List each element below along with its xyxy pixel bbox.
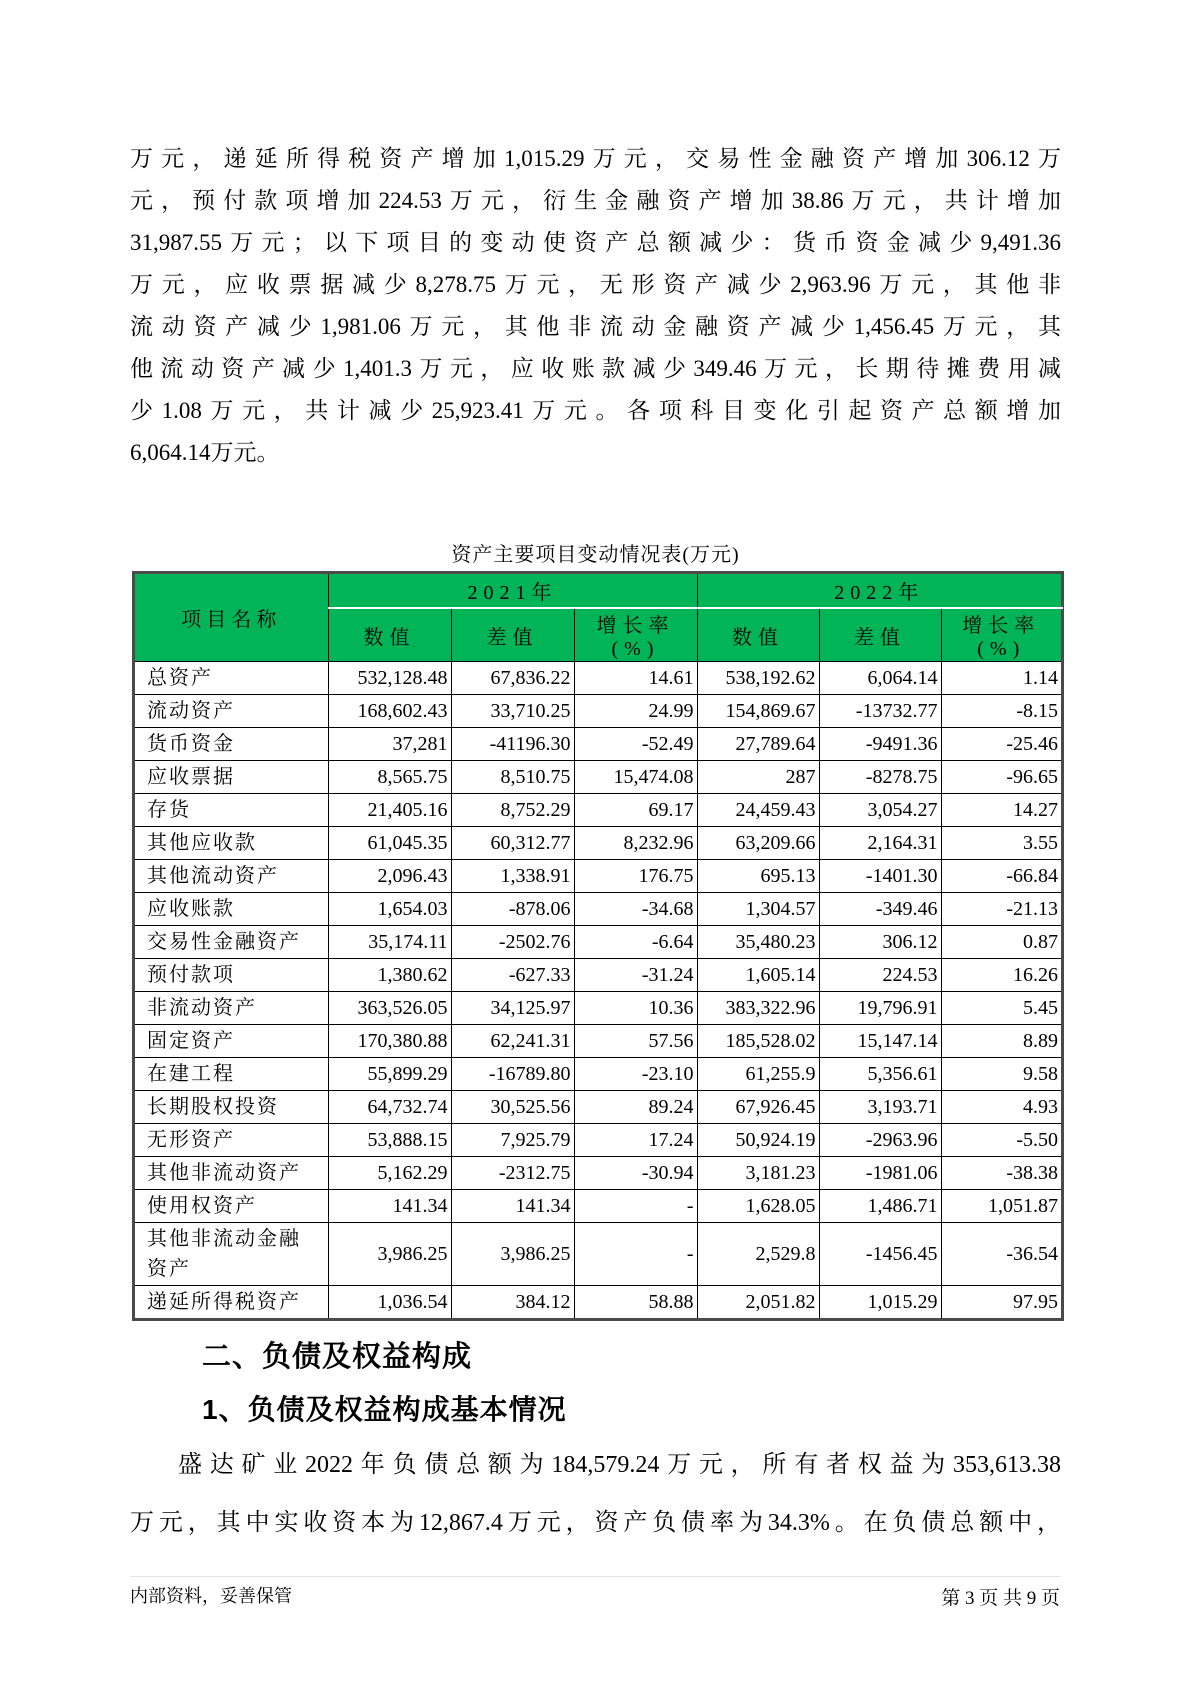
cell-value: 3,986.25 [328, 1223, 451, 1286]
cell-value: 50,924.19 [697, 1124, 819, 1157]
cell-value: 384.12 [451, 1286, 574, 1320]
table-row [134, 761, 1062, 794]
column-header-item-name: 项目名称 [134, 573, 328, 662]
cell-value: 4.93 [941, 1091, 1062, 1124]
cell-value: 24,459.43 [697, 794, 819, 827]
cell-value: 363,526.05 [328, 992, 451, 1025]
table-row [134, 695, 1062, 728]
table-row [134, 893, 1062, 926]
cell-value: - [574, 1190, 697, 1223]
cell-value: -16789.80 [451, 1058, 574, 1091]
cell-value: 3.55 [941, 827, 1062, 860]
cell-value: 176.75 [574, 860, 697, 893]
text-line: 万元，应收票据减少8,278.75万元，无形资产减少2,963.96万元，其他非 [130, 272, 1061, 297]
text-line: 6,064.14万元。 [130, 440, 280, 465]
row-label: 固定资产 [134, 1025, 328, 1058]
sub-heading: 1、负债及权益构成基本情况 [202, 1394, 567, 1425]
cell-value: -2312.75 [451, 1157, 574, 1190]
table-row [134, 1091, 1062, 1124]
cell-value: -1981.06 [819, 1157, 941, 1190]
column-header-growth-2021: 增长率(%) [574, 608, 697, 662]
table-title: 资产主要项目变动情况表(万元) [451, 544, 740, 566]
cell-value: 58.88 [574, 1286, 697, 1320]
cell-value: 1,015.29 [819, 1286, 941, 1320]
cell-value: 61,045.35 [328, 827, 451, 860]
cell-value: 141.34 [451, 1190, 574, 1223]
cell-value: -66.84 [941, 860, 1062, 893]
row-label: 应收账款 [134, 893, 328, 926]
cell-value: 1,628.05 [697, 1190, 819, 1223]
section-heading: 二、负债及权益构成 [202, 1341, 473, 1373]
cell-value: 1,486.71 [819, 1190, 941, 1223]
cell-value: 7,925.79 [451, 1124, 574, 1157]
cell-value: 1,380.62 [328, 959, 451, 992]
column-header-value-2021: 数值 [328, 608, 451, 662]
cell-value: -30.94 [574, 1157, 697, 1190]
cell-value: 16.26 [941, 959, 1062, 992]
footer-page-number: 第 3 页 共 9 页 [941, 1588, 1060, 1609]
cell-value: 30,525.56 [451, 1091, 574, 1124]
cell-value: -1401.30 [819, 860, 941, 893]
column-group-2022: 2022年 [697, 573, 1062, 608]
cell-value: 1,304.57 [697, 893, 819, 926]
cell-value: -2963.96 [819, 1124, 941, 1157]
cell-value: 34,125.97 [451, 992, 574, 1025]
cell-value: -31.24 [574, 959, 697, 992]
text-line: 31,987.55万元；以下项目的变动使资产总额减少：货币资金减少9,491.36 [130, 230, 1061, 255]
cell-value: 67,836.22 [451, 662, 574, 695]
cell-value: -8278.75 [819, 761, 941, 794]
cell-value: -5.50 [941, 1124, 1062, 1157]
cell-value: 6,064.14 [819, 662, 941, 695]
cell-value: -25.46 [941, 728, 1062, 761]
cell-value: 168,602.43 [328, 695, 451, 728]
asset-change-paragraph [130, 138, 1061, 474]
cell-value: 97.95 [941, 1286, 1062, 1320]
row-label: 其他应收款 [134, 827, 328, 860]
row-label: 其他流动资产 [134, 860, 328, 893]
cell-value: -36.54 [941, 1223, 1062, 1286]
cell-value: 1,605.14 [697, 959, 819, 992]
text-line: 流动资产减少1,981.06万元，其他非流动金融资产减少1,456.45万元，其 [130, 314, 1062, 339]
table-row [134, 1124, 1062, 1157]
row-label: 长期股权投资 [134, 1091, 328, 1124]
cell-value: 63,209.66 [697, 827, 819, 860]
column-header-value-2022: 数值 [697, 608, 819, 662]
cell-value: 60,312.77 [451, 827, 574, 860]
table-row [134, 1223, 1062, 1286]
cell-value: 8,565.75 [328, 761, 451, 794]
table-row [134, 794, 1062, 827]
cell-value: 1,036.54 [328, 1286, 451, 1320]
cell-value: 9.58 [941, 1058, 1062, 1091]
text-line: 少1.08万元，共计减少25,923.41万元。各项科目变化引起资产总额增加 [130, 398, 1061, 423]
cell-value: -627.33 [451, 959, 574, 992]
cell-value: -21.13 [941, 893, 1062, 926]
cell-value: 57.56 [574, 1025, 697, 1058]
cell-value: 89.24 [574, 1091, 697, 1124]
cell-value: 15,474.08 [574, 761, 697, 794]
column-group-2021: 2021年 [328, 573, 697, 608]
cell-value: 15,147.14 [819, 1025, 941, 1058]
cell-value: -878.06 [451, 893, 574, 926]
text-line: 元，预付款项增加224.53万元，衍生金融资产增加38.86万元，共计增加 [130, 188, 1061, 213]
cell-value: 10.36 [574, 992, 697, 1025]
cell-value: 5,356.61 [819, 1058, 941, 1091]
cell-value: 1,338.91 [451, 860, 574, 893]
table-row [134, 1286, 1062, 1320]
cell-value: -6.64 [574, 926, 697, 959]
cell-value: 141.34 [328, 1190, 451, 1223]
cell-value: 37,281 [328, 728, 451, 761]
row-label: 总资产 [134, 662, 328, 695]
cell-value: -52.49 [574, 728, 697, 761]
cell-value: -1456.45 [819, 1223, 941, 1286]
cell-value: 35,480.23 [697, 926, 819, 959]
cell-value: 0.87 [941, 926, 1062, 959]
cell-value: 5,162.29 [328, 1157, 451, 1190]
cell-value: 67,926.45 [697, 1091, 819, 1124]
cell-value: 1,051.87 [941, 1190, 1062, 1223]
table-row [134, 1058, 1062, 1091]
cell-value: 287 [697, 761, 819, 794]
cell-value: 8,232.96 [574, 827, 697, 860]
cell-value: 306.12 [819, 926, 941, 959]
row-label: 应收票据 [134, 761, 328, 794]
cell-value: -9491.36 [819, 728, 941, 761]
column-header-diff-2022: 差值 [819, 608, 941, 662]
row-label: 其他非流动资产 [134, 1157, 328, 1190]
cell-value: 61,255.9 [697, 1058, 819, 1091]
text-line: 他流动资产减少1,401.3万元，应收账款减少349.46万元，长期待摊费用减 [130, 356, 1061, 381]
cell-value: 55,899.29 [328, 1058, 451, 1091]
cell-value: 1.14 [941, 662, 1062, 695]
cell-value: 19,796.91 [819, 992, 941, 1025]
cell-value: 3,054.27 [819, 794, 941, 827]
row-label: 其他非流动金融资产 [134, 1223, 328, 1286]
table-row [134, 992, 1062, 1025]
cell-value: -41196.30 [451, 728, 574, 761]
cell-value: 532,128.48 [328, 662, 451, 695]
cell-value: 53,888.15 [328, 1124, 451, 1157]
table-row [134, 959, 1062, 992]
row-label: 交易性金融资产 [134, 926, 328, 959]
cell-value: -23.10 [574, 1058, 697, 1091]
column-header-growth-2022: 增长率(%) [941, 608, 1062, 662]
table-header [134, 573, 1062, 662]
cell-value: 69.17 [574, 794, 697, 827]
cell-value: 3,181.23 [697, 1157, 819, 1190]
cell-value: 27,789.64 [697, 728, 819, 761]
cell-value: 2,051.82 [697, 1286, 819, 1320]
cell-value: 24.99 [574, 695, 697, 728]
cell-value: 154,869.67 [697, 695, 819, 728]
cell-value: 8.89 [941, 1025, 1062, 1058]
cell-value: 383,322.96 [697, 992, 819, 1025]
cell-value: 8,510.75 [451, 761, 574, 794]
cell-value: 64,732.74 [328, 1091, 451, 1124]
cell-value: 5.45 [941, 992, 1062, 1025]
text-line: 万元，递延所得税资产增加1,015.29万元，交易性金融资产增加306.12万 [130, 146, 1061, 171]
table-row [134, 662, 1062, 695]
cell-value: -96.65 [941, 761, 1062, 794]
cell-value: 14.61 [574, 662, 697, 695]
table-row [134, 1157, 1062, 1190]
cell-value: 17.24 [574, 1124, 697, 1157]
cell-value: 3,986.25 [451, 1223, 574, 1286]
table-row [134, 860, 1062, 893]
cell-value: -2502.76 [451, 926, 574, 959]
cell-value: - [574, 1223, 697, 1286]
text-line: 盛达矿业2022年负债总额为184,579.24万元，所有者权益为353,613.38 [178, 1452, 1061, 1478]
column-header-diff-2021: 差值 [451, 608, 574, 662]
row-label: 预付款项 [134, 959, 328, 992]
row-label: 存货 [134, 794, 328, 827]
cell-value: 224.53 [819, 959, 941, 992]
row-label: 递延所得税资产 [134, 1286, 328, 1320]
cell-value: -349.46 [819, 893, 941, 926]
cell-value: 185,528.02 [697, 1025, 819, 1058]
cell-value: 2,164.31 [819, 827, 941, 860]
cell-value: 33,710.25 [451, 695, 574, 728]
cell-value: -34.68 [574, 893, 697, 926]
cell-value: 2,096.43 [328, 860, 451, 893]
cell-value: -13732.77 [819, 695, 941, 728]
cell-value: 3,193.71 [819, 1091, 941, 1124]
cell-value: 62,241.31 [451, 1025, 574, 1058]
table-row [134, 1190, 1062, 1223]
row-label: 流动资产 [134, 695, 328, 728]
footer-confidential-note: 内部资料，妥善保管 [130, 1586, 292, 1606]
table-body [134, 662, 1062, 1320]
row-label: 在建工程 [134, 1058, 328, 1091]
cell-value: 538,192.62 [697, 662, 819, 695]
cell-value: 35,174.11 [328, 926, 451, 959]
cell-value: 21,405.16 [328, 794, 451, 827]
footer-divider [130, 1576, 1061, 1577]
cell-value: 695.13 [697, 860, 819, 893]
row-label: 非流动资产 [134, 992, 328, 1025]
text-line: 万元，其中实收资本为12,867.4万元，资产负债率为34.3%。在负债总额中， [130, 1510, 1061, 1536]
liability-paragraph [130, 1436, 1061, 1552]
cell-value: 1,654.03 [328, 893, 451, 926]
cell-value: 170,380.88 [328, 1025, 451, 1058]
cell-value: 2,529.8 [697, 1223, 819, 1286]
row-label: 使用权资产 [134, 1190, 328, 1223]
asset-change-table [133, 572, 1063, 1320]
table-row [134, 926, 1062, 959]
table-row [134, 827, 1062, 860]
row-label: 无形资产 [134, 1124, 328, 1157]
cell-value: 14.27 [941, 794, 1062, 827]
table-row [134, 728, 1062, 761]
cell-value: -38.38 [941, 1157, 1062, 1190]
table-row [134, 1025, 1062, 1058]
cell-value: 8,752.29 [451, 794, 574, 827]
cell-value: -8.15 [941, 695, 1062, 728]
row-label: 货币资金 [134, 728, 328, 761]
